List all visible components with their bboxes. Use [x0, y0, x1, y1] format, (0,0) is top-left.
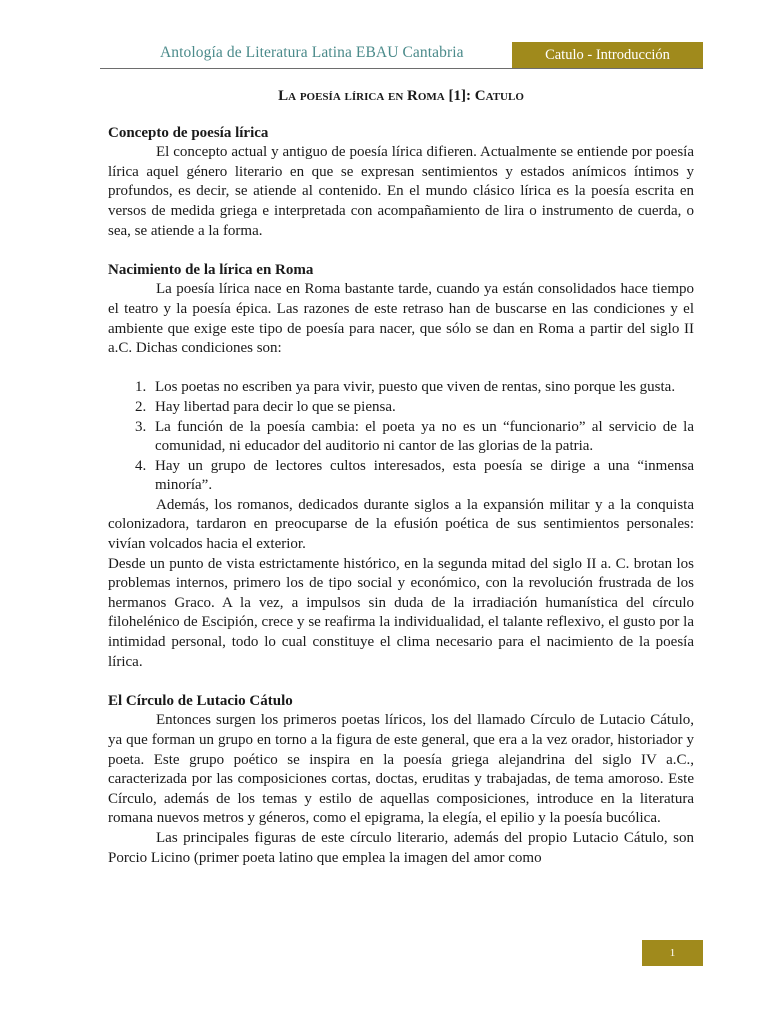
list-item-text: Hay libertad para decir lo que se piensa. — [155, 398, 396, 415]
spacer — [108, 241, 694, 261]
list-item — [108, 378, 694, 398]
section-heading-nacimiento: Nacimiento de la lírica en Roma — [108, 261, 314, 278]
spacer — [108, 672, 694, 692]
paragraph: Las principales figuras de este círculo literario, además del propio Lutacio Cátulo, son Porcio Licino (primer poeta latino que emplea la imagen del amor como — [108, 829, 694, 866]
document-title: La poesía lírica en Roma [1]: Catulo — [278, 88, 524, 104]
section-heading-concepto: Concepto de poesía lírica — [108, 124, 269, 141]
list-item — [108, 457, 694, 496]
list-number: 3. — [135, 418, 147, 435]
header-divider — [100, 68, 703, 69]
document-body — [108, 87, 694, 868]
spacer — [108, 359, 694, 379]
list-number: 2. — [135, 398, 147, 415]
list-number: 1. — [135, 379, 147, 396]
paragraph: Desde un punto de vista estrictamente histórico, en la segunda mitad del siglo II a. C. brotan los problemas internos, primero los de tipo social y económico, con la revolución frustrada de los hermanos Graco. A la vez, a impulsos sin duda de la irradiación humanística del círculo filohelénico de Escipión, crece y se reafirma la individualidad, el talante reflexivo, el gusto por la intimidad personal, todo lo cual constituye el clima necesario para el nacimiento de la poesía lírica. — [108, 555, 694, 670]
paragraph: El concepto actual y antiguo de poesía lírica difieren. Actualmente se entiende por poesía lírica aquel género literario en que se expresan sentimientos y estados anímicos íntimos y profundos, es decir, se atiende al contenido. En el mundo clásico lírica es la poesía escrita en versos de medida griega e interpretada con acompañamiento de lira o instrumento de cuerda, o sea, se atiende a la forma. — [108, 144, 694, 239]
list-item-text: Hay un grupo de lectores cultos interesados, esta poesía se dirige a una “inmensa minoría”. — [155, 457, 694, 494]
paragraph: La poesía lírica nace en Roma bastante tarde, cuando ya están consolidados hace tiempo el teatro y la poesía épica. Las razones de este retraso han de buscarse en las condiciones y el ambiente que exige este tipo de poesía para nacer, que sólo se dan en Roma a partir del siglo II a.C. Dichas condiciones son: — [108, 281, 694, 357]
list-item — [108, 398, 694, 418]
list-item — [108, 418, 694, 457]
paragraph: Además, los romanos, dedicados durante siglos a la expansión militar y a la conquista colonizadora, tardaron en preocuparse de la efusión poética de sus sentimientos personales: vivían volcados hacia el exterior. — [108, 496, 694, 553]
conditions-list — [108, 378, 694, 496]
running-header-title: Antología de Literatura Latina EBAU Cantabria — [160, 44, 464, 61]
section-heading-circulo: El Círculo de Lutacio Cátulo — [108, 692, 293, 709]
page-number: 1 — [642, 940, 703, 966]
list-number: 4. — [135, 457, 147, 474]
running-header-section: Catulo - Introducción — [512, 42, 703, 68]
list-item-text: Los poetas no escriben ya para vivir, puesto que viven de rentas, sino porque les gusta. — [155, 379, 676, 396]
list-item-text: La función de la poesía cambia: el poeta ya no es un “funcionario” al servicio de la comunidad, ni educador del auditorio ni cantor de las glorias de la patria. — [155, 418, 694, 455]
paragraph: Entonces surgen los primeros poetas líricos, los del llamado Círculo de Lutacio Cátulo, ya que forman un grupo en torno a la figura de este general, que era a la vez orador, historiador y poeta. Este grupo poético se inspira en la poesía griega alejandrina del siglo IV a.C., caracterizada por las composiciones cortas, doctas, eruditas y trabajadas, de tema amoroso. Este Círculo, además de los temas y estilo de aquellas composiciones, introduce en la literatura romana nuevos metros y géneros, como el epigrama, la elegía, el epilio y la poesía bucólica. — [108, 712, 694, 827]
